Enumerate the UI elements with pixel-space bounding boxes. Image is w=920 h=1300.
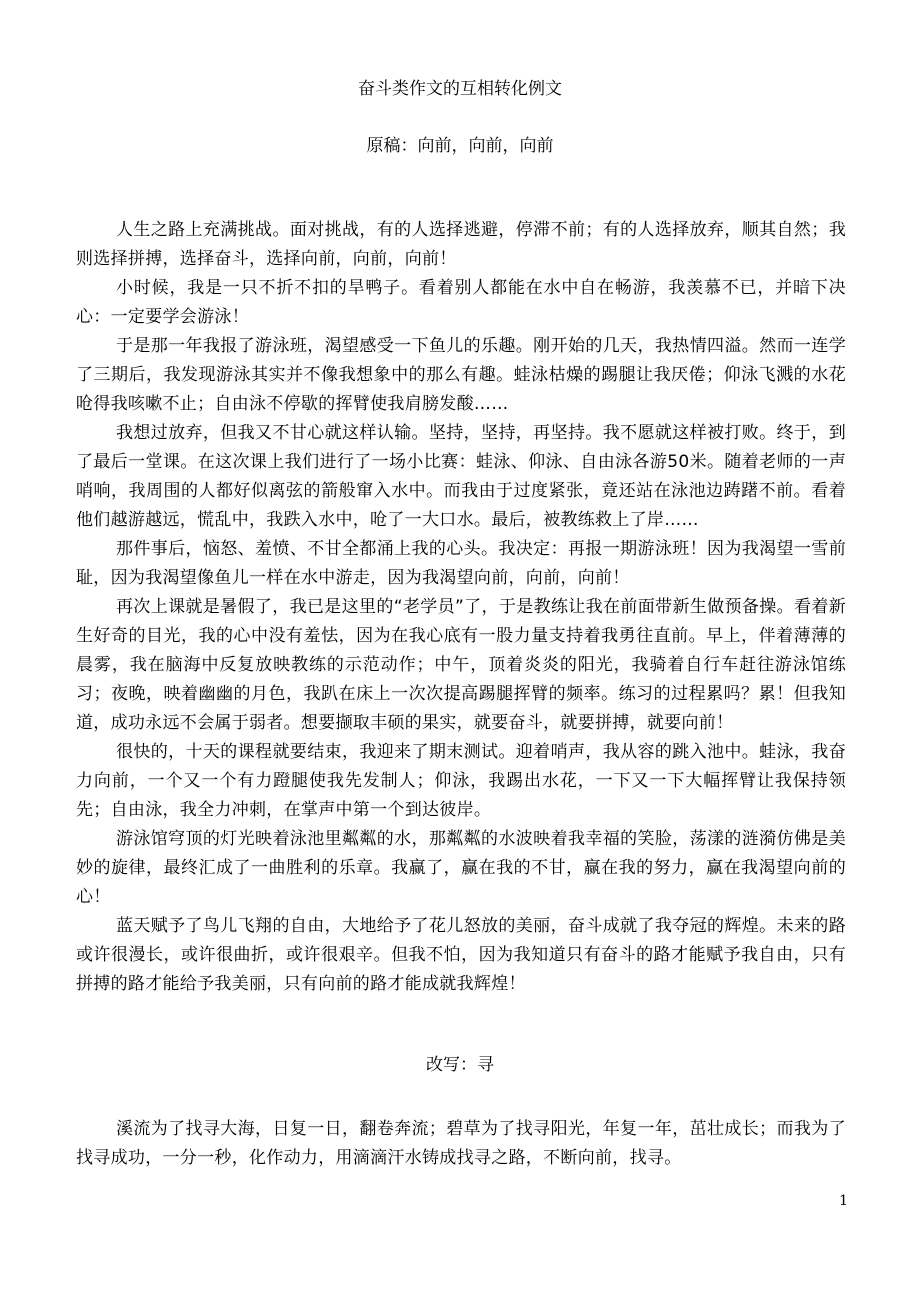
page-number: 1 <box>839 1193 848 1209</box>
paragraph: 那件事后，恼怒、羞愤、不甘全都涌上我的心头。我决定：再报一期游泳班！因为我渴望一雪前耻，因为我渴望像鱼儿一样在水中游走，因为我渴望向前，向前，向前！ <box>76 539 846 588</box>
paragraph: 小时候，我是一只不折不扣的旱鸭子。看着别人都能在水中自在畅游，我羡慕不已，并暗下决心：一定要学会游泳！ <box>76 278 846 327</box>
rewrite-essay <box>76 1115 846 1173</box>
original-heading: 原稿：向前，向前，向前 <box>366 136 554 156</box>
paragraph: 于是那一年我报了游泳班，渴望感受一下鱼儿的乐趣。刚开始的几天，我热情四溢。然而一连学了三期后，我发现游泳其实并不像我想象中的那么有趣。蛙泳枯燥的踢腿让我厌倦；仰泳飞溅的水花呛得我咳嗽不止；自由泳不停歇的挥臂使我肩膀发酸…… <box>76 336 846 414</box>
paragraph: 游泳馆穹顶的灯光映着泳池里粼粼的水，那粼粼的水波映着我幸福的笑脸，荡漾的涟漪仿佛是美妙的旋律，最终汇成了一曲胜利的乐章。我赢了，赢在我的不甘，赢在我的努力，赢在我渴望向前的心！ <box>76 829 846 907</box>
rewrite-heading: 改写：寻 <box>426 1055 494 1075</box>
paragraph: 溪流为了找寻大海，日复一日，翻卷奔流；碧草为了找寻阳光，年复一年，茁壮成长；而我为了找寻成功，一分一秒，化作动力，用滴滴汗水铸成找寻之路，不断向前，找寻。 <box>76 1119 846 1168</box>
paragraph: 蓝天赋予了鸟儿飞翔的自由，大地给予了花儿怒放的美丽，奋斗成就了我夺冠的辉煌。未来的路或许很漫长，或许很曲折，或许很艰辛。但我不怕，因为我知道只有奋斗的路才能赋予我自由，只有拼搏的路才能给予我美丽，只有向前的路才能成就我辉煌！ <box>76 916 846 994</box>
original-essay <box>76 216 846 999</box>
paragraph: 很快的，十天的课程就要结束，我迎来了期末测试。迎着哨声，我从容的跳入池中。蛙泳，我奋力向前，一个又一个有力蹬腿使我先发制人；仰泳，我踢出水花，一下又一下大幅挥臂让我保持领先；自由泳，我全力冲刺，在掌声中第一个到达彼岸。 <box>76 742 846 820</box>
paragraph: 我想过放弃，但我又不甘心就这样认输。坚持，坚持，再坚持。我不愿就这样被打败。终于，到了最后一堂课。在这次课上我们进行了一场小比赛：蛙泳、仰泳、自由泳各游50米。随着老师的一声哨响，我周围的人都好似离弦的箭般窜入水中。而我由于过度紧张，竟还站在泳池边踌躇不前。看着他们越游越远，慌乱中，我跌入水中，呛了一大口水。最后，被教练救上了岸…… <box>76 423 846 530</box>
document-title: 奋斗类作文的互相转化例文 <box>358 79 562 99</box>
paragraph: 再次上课就是暑假了，我已是这里的“老学员”了，于是教练让我在前面带新生做预备操。看着新生好奇的目光，我的心中没有羞怯，因为在我心底有一股力量支持着我勇往直前。早上，伴着薄薄的晨雾，我在脑海中反复放映教练的示范动作；中午，顶着炎炎的阳光，我骑着自行车赶往游泳馆练习；夜晚，映着幽幽的月色，我趴在床上一次次提高踢腿挥臂的频率。练习的过程累吗？累！但我知道，成功永远不会属于弱者。想要撷取丰硕的果实，就要奋斗，就要拼搏，就要向前！ <box>76 597 846 733</box>
paragraph: 人生之路上充满挑战。面对挑战，有的人选择逃避，停滞不前；有的人选择放弃，顺其自然；我则选择拼搏，选择奋斗，选择向前，向前，向前！ <box>76 220 846 269</box>
